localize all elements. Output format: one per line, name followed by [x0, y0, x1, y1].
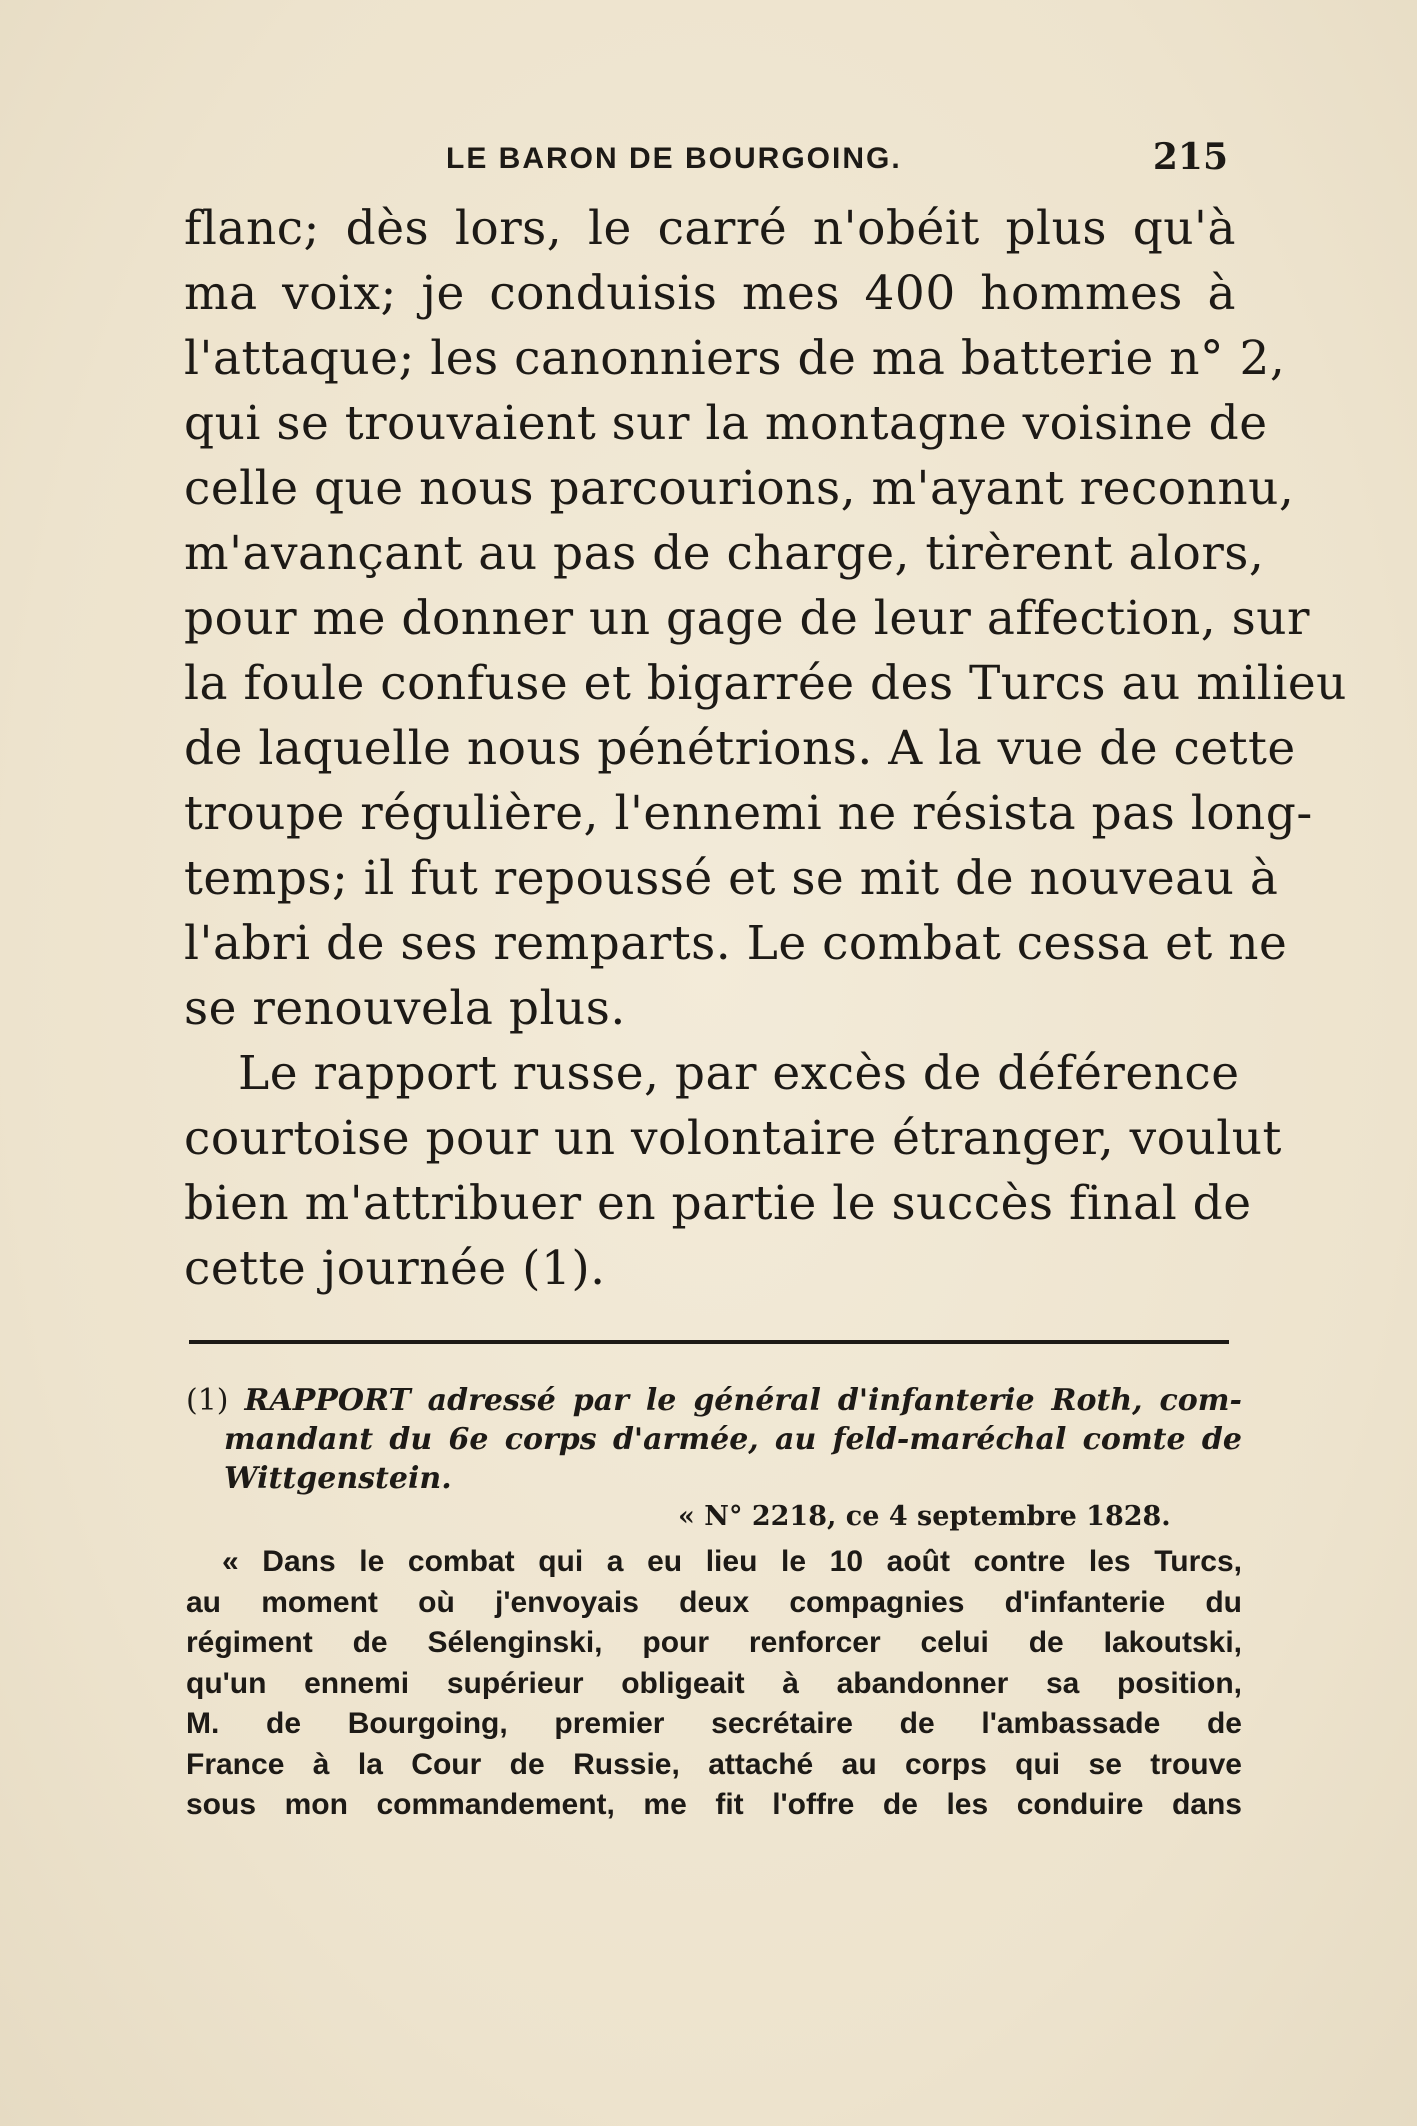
footnote-reference: « N° 2218, ce 4 septembre 1828.	[678, 1501, 1171, 1532]
text-line: temps; il fut repoussé et se mit de nouveau à	[184, 851, 1279, 906]
quote-line: sous mon commandement, me fit l'offre de les conduire dans	[186, 1788, 1242, 1821]
quote-line: au moment où j'envoyais deux compagnies d'infanterie du	[186, 1585, 1242, 1619]
quote-line: « Dans le combat qui a eu lieu le 10 août contre les Turcs,	[222, 1545, 1242, 1578]
text-line: bien m'attribuer en partie le succès final de	[184, 1176, 1252, 1231]
quote-line: qu'un ennemi supérieur obligeait à abandonner sa position,	[186, 1666, 1242, 1700]
footnote-marker: (1)	[186, 1383, 229, 1418]
footnote-heading-text: RAPPORT adressé par le général d'infanterie Roth, com-	[244, 1383, 1242, 1418]
footnote-heading-line: Wittgenstein.	[224, 1461, 452, 1496]
text-line: m'avançant au pas de charge, tirèrent alors,	[184, 526, 1265, 581]
running-head	[184, 136, 1234, 186]
main-text	[184, 196, 1347, 1301]
page-number: 215	[1152, 136, 1228, 178]
text-line: celle que nous parcourions, m'ayant reconnu,	[184, 461, 1295, 516]
footnote-quote	[186, 1542, 1242, 1826]
text-line: troupe régulière, l'ennemi ne résista pas long-	[184, 786, 1313, 841]
text-line: l'abri de ses remparts. Le combat cessa et ne	[184, 916, 1288, 971]
quote-line: France à la Cour de Russie, attaché au corps qui se trouve	[186, 1747, 1242, 1781]
text-line: courtoise pour un volontaire étranger, voulut	[184, 1111, 1282, 1166]
footnote	[186, 1381, 1242, 1826]
running-title: LE BARON DE BOURGOING.	[446, 142, 902, 175]
text-line: Le rapport russe, par excès de déférence	[238, 1046, 1240, 1101]
text-line: de laquelle nous pénétrions. A la vue de cette	[184, 721, 1296, 776]
text-line: flanc; dès lors, le carré n'obéit plus qu'à	[184, 201, 1236, 256]
footnote-heading-line: mandant du 6e corps d'armée, au feld-maréchal comte de	[224, 1422, 1242, 1457]
text-line: la foule confuse et bigarrée des Turcs au milieu	[184, 656, 1347, 711]
text-line: se renouvela plus.	[184, 981, 626, 1036]
text-line: ma voix; je conduisis mes 400 hommes à	[184, 266, 1236, 321]
quote-line: M. de Bourgoing, premier secrétaire de l'ambassade de	[186, 1707, 1242, 1740]
footnote-heading-line	[186, 1381, 1242, 1420]
text-line: cette journée (1).	[184, 1241, 606, 1296]
footnote-rule	[189, 1340, 1229, 1344]
text-line: qui se trouvaient sur la montagne voisine de	[184, 396, 1268, 451]
text-line: pour me donner un gage de leur affection, sur	[184, 591, 1310, 646]
quote-line: régiment de Sélenginski, pour renforcer celui de Iakoutski,	[186, 1626, 1242, 1659]
text-line: l'attaque; les canonniers de ma batterie n° 2,	[184, 331, 1286, 386]
